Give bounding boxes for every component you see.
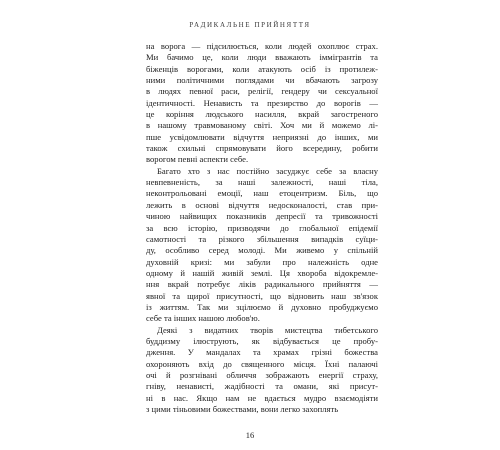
paragraph bbox=[146, 325, 378, 416]
text-line: лежить в основі відчуття недосконалості, став при- bbox=[146, 199, 378, 210]
text-line: невпевненість, за наші залежності, наші тіла, bbox=[146, 177, 378, 188]
text-line: самотності та різкого збільшення випадків суїци- bbox=[146, 233, 378, 244]
text-line: ння вкрай потребує ліків радикального прийняття — bbox=[146, 279, 378, 290]
text-line: себе та інших нашою любов'ю. bbox=[146, 313, 260, 324]
text-line: очі й розгнівані обличчя зображають енергії страху, bbox=[146, 369, 378, 380]
text-line: чиною найвищих показників депресії та тривожності bbox=[146, 211, 378, 222]
paragraph bbox=[146, 41, 378, 166]
text-line: ідентичності. Ненависть та презирство до ворогів — bbox=[146, 97, 378, 108]
text-line: біженців ворогами, коли атакують осіб із протилеж- bbox=[146, 63, 378, 74]
text-line: в нашому травмованому світі. Хоч ми й можемо лі- bbox=[146, 120, 378, 131]
paragraph bbox=[146, 166, 378, 325]
text-line: також схильні спрямовувати його всередину, робити bbox=[146, 143, 378, 154]
text-line: явної та щирої присутності, що відновить наш зв'язок bbox=[146, 290, 378, 301]
text-line: гніву, ненависті, жадібності та омани, які присут- bbox=[146, 381, 378, 392]
text-line: Ми бачимо це, коли люди вважають іммігрантів та bbox=[146, 52, 378, 63]
text-line: в людях певної раси, релігії, гендеру чи сексуальної bbox=[146, 86, 378, 97]
body-text bbox=[146, 41, 378, 415]
text-line: одному й нашій живій землі. Ця хвороба відокремле- bbox=[146, 267, 378, 278]
page-number: 16 bbox=[245, 430, 255, 440]
text-line: із життям. Так ми зцілюємо й духовно пробуджуємо bbox=[146, 301, 378, 312]
text-line: з цими тіньовими божествами, вони легко захоплять bbox=[146, 404, 339, 414]
text-line: духовній кризі: ми забули про належність одне bbox=[146, 256, 378, 267]
text-line: на ворога — підсилюється, коли людей охоплює страх. bbox=[146, 41, 378, 51]
text-line: пше усвідомлювати відчуття неприязні до інших, ми bbox=[146, 131, 378, 142]
text-line: Деякі з видатних творів мистецтва тибетського bbox=[157, 324, 378, 335]
text-line: ні в нас. Якщо нам не вдається мудро взаємодіяти bbox=[146, 392, 378, 403]
text-line: це коріння людського насилля, вкрай загостреного bbox=[146, 109, 378, 120]
text-line: охороняють вхід до священного місця. Їхні палаючі bbox=[146, 358, 378, 369]
text-line: буддизму ілюструють, як відбувається це пробу- bbox=[146, 335, 378, 346]
text-line: ду, особливо серед молоді. Ми живемо у спільній bbox=[146, 245, 378, 256]
running-header: РАДИКАЛЬНЕ ПРИЙНЯТТЯ bbox=[189, 21, 311, 29]
text-line: неконтрольовані емоції, наш етоцентризм. Біль, що bbox=[146, 188, 378, 199]
text-line: ворогом певні аспекти себе. bbox=[146, 154, 249, 165]
text-line: за всю історію, призводячи до глобальної епідемії bbox=[146, 222, 378, 233]
text-line: ними політичними поглядами чи вбачають загрозу bbox=[146, 75, 378, 86]
text-line: дження. У мандалах та храмах грізні божества bbox=[146, 347, 378, 358]
text-line: Багато хто з нас постійно засуджує себе за власну bbox=[157, 165, 378, 176]
